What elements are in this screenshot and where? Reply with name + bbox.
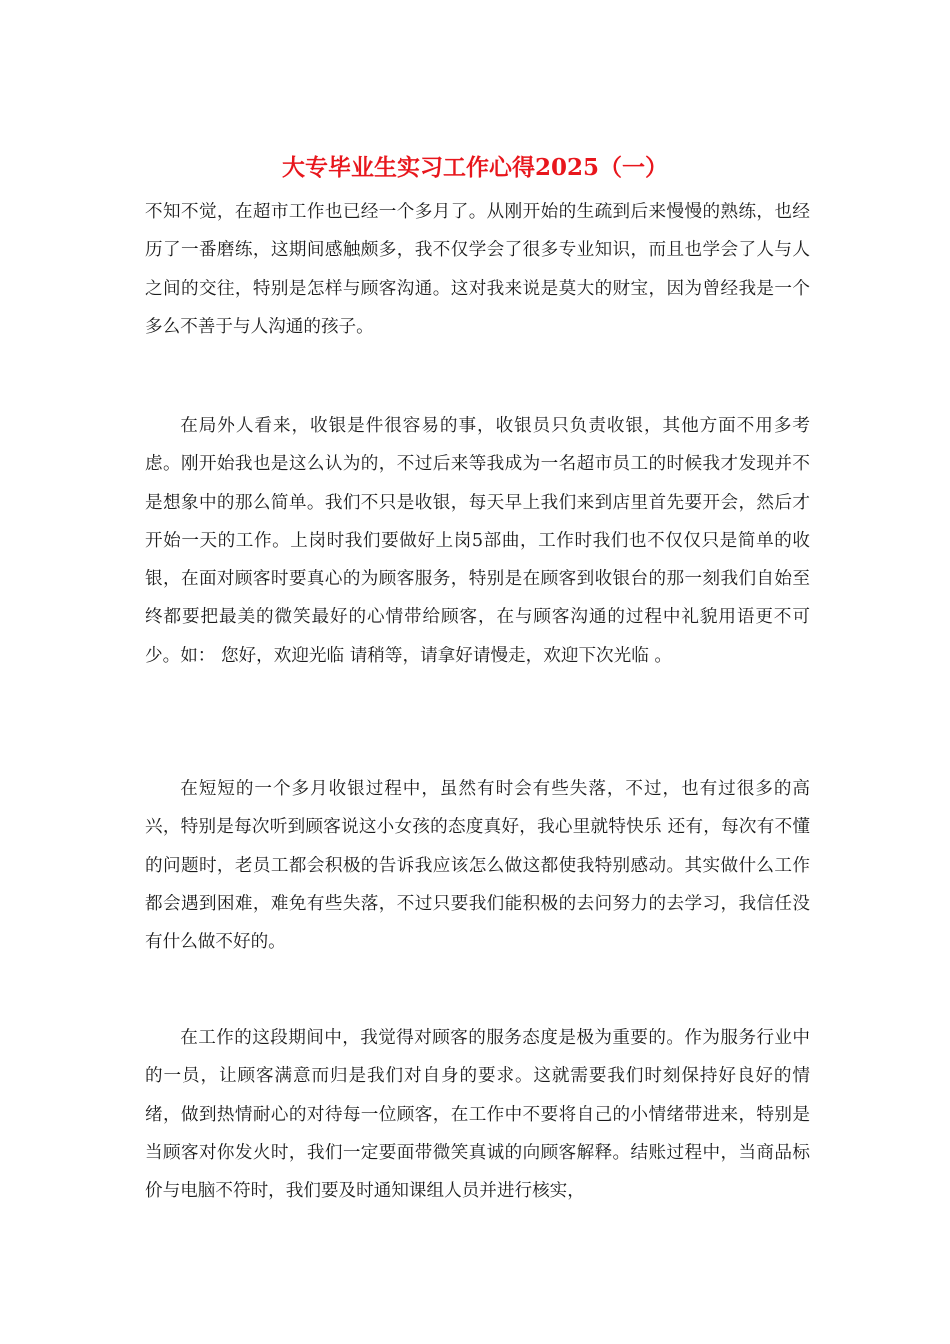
paragraph-1: 不知不觉，在超市工作也已经一个多月了。从刚开始的生疏到后来慢慢的熟练，也经历了一番磨练，这期间感触颇多，我不仅学会了很多专业知识，而且也学会了人与人之间的交往，特别是怎样与顾客沟通。这对我来说是莫大的财宝，因为曾经我是一个多么不善于与人沟通的孩子。 xyxy=(145,202,810,337)
paragraph-3: 在短短的一个多月收银过程中，虽然有时会有些失落，不过，也有过很多的高兴，特别是每次听到顾客说这小女孩的态度真好，我心里就特快乐 还有，每次有不懂的问题时，老员工都会积极的告诉我应该怎么做这都使我特别感动。其实做什么工作都会遇到困难，难免有些失落，不过只要我们能积极的去问努力的去学习，我信任没有什么做不好的。 xyxy=(145,779,810,953)
paragraph-2: 在局外人看来，收银是件很容易的事，收银员只负责收银，其他方面不用多考虑。刚开始我也是这么认为的，不过后来等我成为一名超市员工的时候我才发现并不是想象中的那么简单。我们不只是收银，每天早上我们来到店里首先要开会，然后才开始一天的工作。上岗时我们要做好上岗5部曲，工作时我们也不仅仅只是简单的收银，在面对顾客时要真心的为顾客服务，特别是在顾客到收银台的那一刻我们自始至终都要把最美的微笑最好的心情带给顾客，在与顾客沟通的过程中礼貌用语更不可少。如： 您好，欢迎光临 请稍等，请拿好请慢走，欢迎下次光临 。 xyxy=(145,416,810,666)
paragraph-4: 在工作的这段期间中，我觉得对顾客的服务态度是极为重要的。作为服务行业中的一员，让顾客满意而归是我们对自身的要求。这就需要我们时刻保持好良好的情绪，做到热情耐心的对待每一位顾客，在工作中不要将自己的小情绪带进来，特别是当顾客对你发火时，我们一定要面带微笑真诚的向顾客解释。结账过程中，当商品标价与电脑不符时，我们要及时通知课组人员并进行核实， xyxy=(145,1028,810,1202)
document-title: 大专毕业生实习工作心得2025（一） xyxy=(281,154,668,181)
